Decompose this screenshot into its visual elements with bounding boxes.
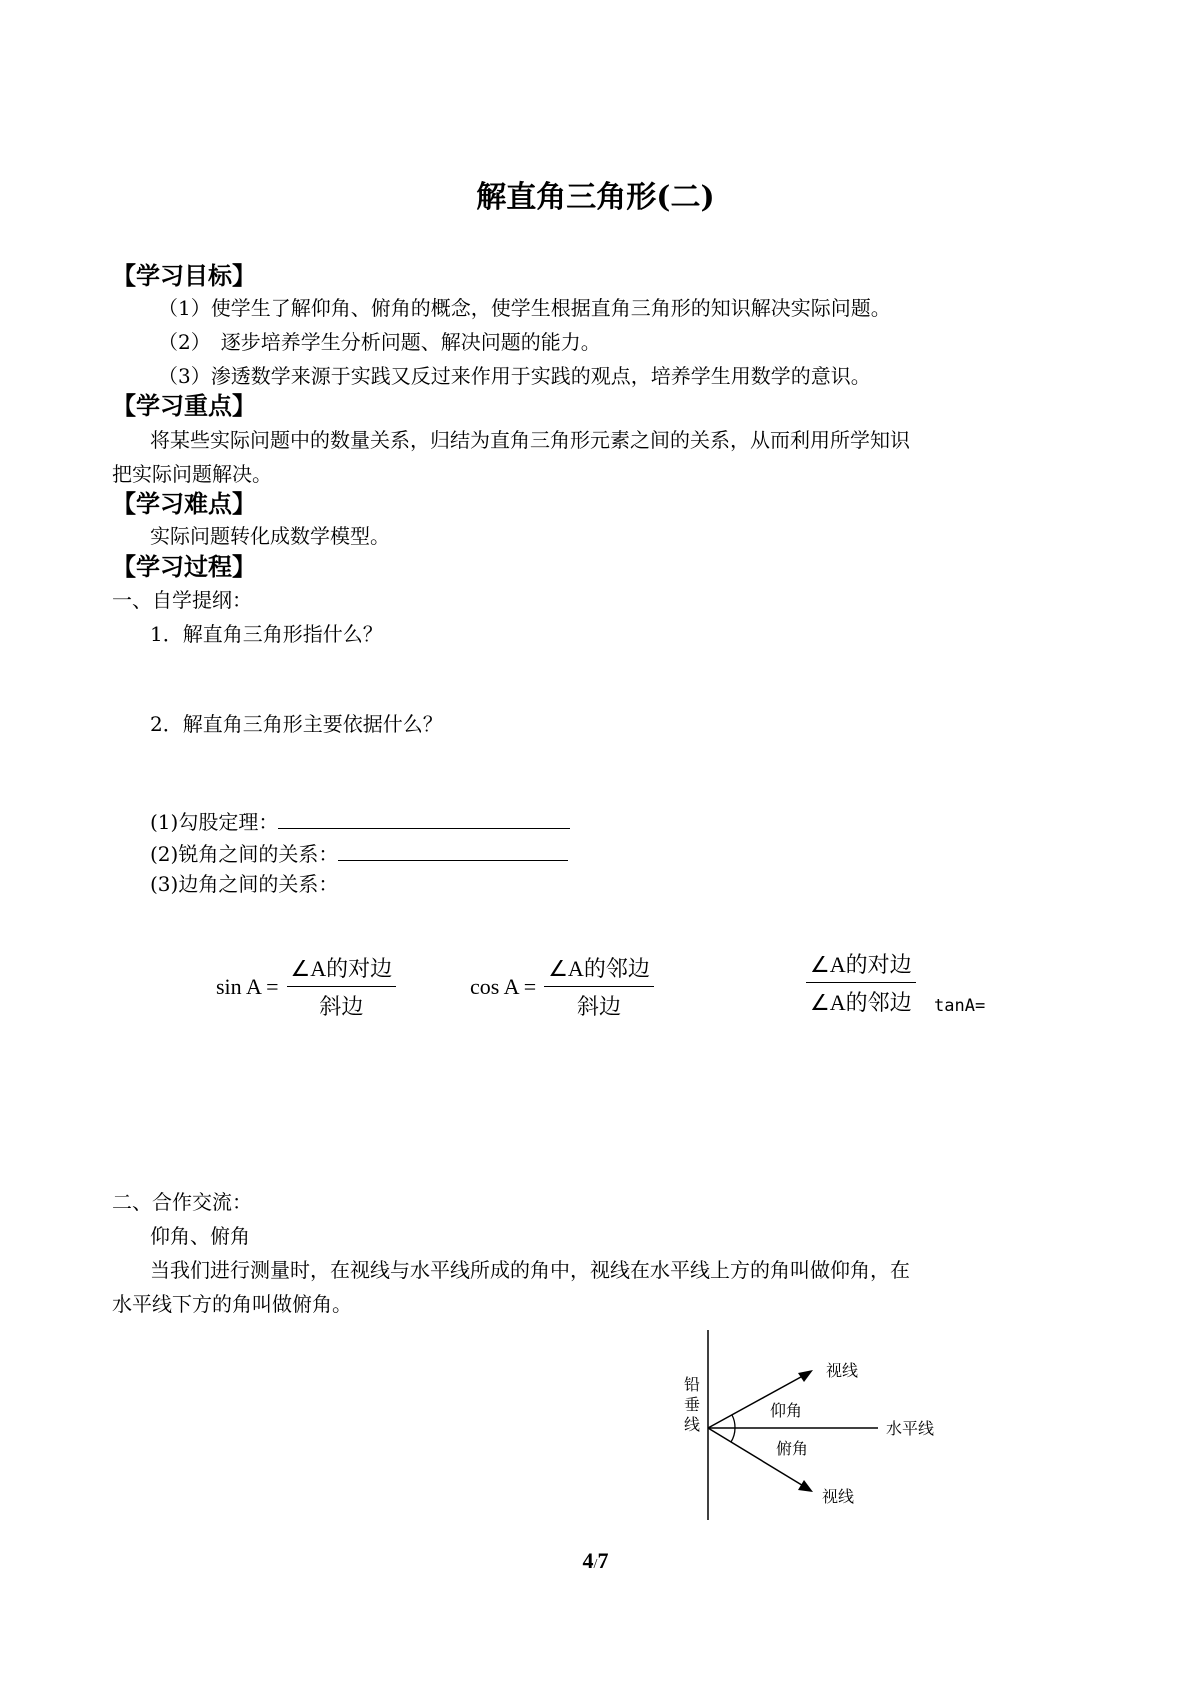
pythagorean-item: [150, 806, 570, 835]
arrow-down-icon: [798, 1480, 813, 1492]
horizontal-label: 水平线: [886, 1419, 935, 1438]
arrow-up-icon: [798, 1370, 813, 1382]
cos-numerator: ∠A的邻边: [544, 952, 654, 987]
key-heading: 【学习重点】: [112, 391, 256, 420]
page-title: 解直角三角形(二): [476, 180, 715, 215]
goal-item-1: （1）使学生了解仰角、俯角的概念，使学生根据直角三角形的知识解决实际问题。: [158, 296, 891, 320]
page-current: 4: [582, 1548, 594, 1573]
side-angle-label: (3)边角之间的关系：: [150, 872, 339, 896]
sin-denominator: 斜边: [319, 994, 364, 1019]
tan-fraction: [806, 948, 916, 1017]
pythagorean-label: (1)勾股定理：: [150, 810, 279, 834]
sin-formula: [216, 952, 396, 1021]
sin-fraction: [287, 952, 397, 1021]
tan-fraction-block: [806, 948, 916, 1017]
sight-line-down: [708, 1428, 810, 1490]
definition-line-1: 当我们进行测量时，在视线与水平线所成的角中，视线在水平线上方的角叫做仰角，在: [150, 1258, 910, 1282]
process-heading: 【学习过程】: [112, 552, 256, 581]
key-line-2: 把实际问题解决。: [112, 462, 272, 486]
plumb-label-3: 线: [684, 1415, 701, 1434]
difficulty-heading: 【学习难点】: [112, 489, 256, 518]
depression-label: 俯角: [776, 1439, 809, 1458]
cooperation-heading: 二、合作交流：: [112, 1190, 252, 1214]
sight-up-label: 视线: [826, 1361, 859, 1380]
elevation-arc: [732, 1415, 735, 1428]
acute-angle-item: [150, 838, 568, 867]
definition-line-2: 水平线下方的角叫做俯角。: [112, 1292, 352, 1316]
page-number: [0, 1548, 1191, 1574]
sin-lhs: sin A =: [216, 973, 279, 999]
goal-item-2: （2） 逐步培养学生分析问题、解决问题的能力。: [158, 330, 601, 354]
goal-heading: 【学习目标】: [112, 261, 256, 290]
sight-down-label: 视线: [822, 1487, 855, 1506]
plumb-label-2: 垂: [684, 1395, 701, 1414]
key-line-1: 将某些实际问题中的数量关系，归结为直角三角形元素之间的关系，从而利用所学知识: [150, 428, 910, 452]
cos-lhs: cos A =: [470, 973, 537, 999]
tan-label: tanA=: [934, 996, 986, 1016]
difficulty-text: 实际问题转化成数学模型。: [150, 524, 390, 548]
acute-angle-label: (2)锐角之间的关系：: [150, 842, 339, 866]
page-separator: /: [593, 1557, 598, 1572]
tan-numerator: ∠A的对边: [806, 948, 916, 983]
question-1: 1．解直角三角形指什么？: [150, 622, 383, 646]
tan-denominator: ∠A的邻边: [810, 990, 912, 1015]
depression-arc: [731, 1428, 735, 1442]
page-total: 7: [597, 1548, 609, 1573]
goal-item-3: （3）渗透数学来源于实践又反过来作用于实践的观点，培养学生用数学的意识。: [158, 364, 871, 388]
question-2: 2．解直角三角形主要依据什么？: [150, 712, 443, 736]
cos-fraction: [544, 952, 654, 1021]
plumb-label-1: 铅: [684, 1375, 701, 1394]
angle-diagram: [680, 1330, 960, 1530]
self-study-heading: 一、自学提纲：: [112, 588, 252, 612]
acute-angle-blank[interactable]: [338, 840, 568, 861]
cos-formula: [470, 952, 654, 1021]
cooperation-subheading: 仰角、俯角: [150, 1224, 250, 1248]
pythagorean-blank[interactable]: [278, 808, 570, 829]
elevation-label: 仰角: [770, 1401, 803, 1420]
sin-numerator: ∠A的对边: [287, 952, 397, 987]
cos-denominator: 斜边: [577, 994, 622, 1019]
